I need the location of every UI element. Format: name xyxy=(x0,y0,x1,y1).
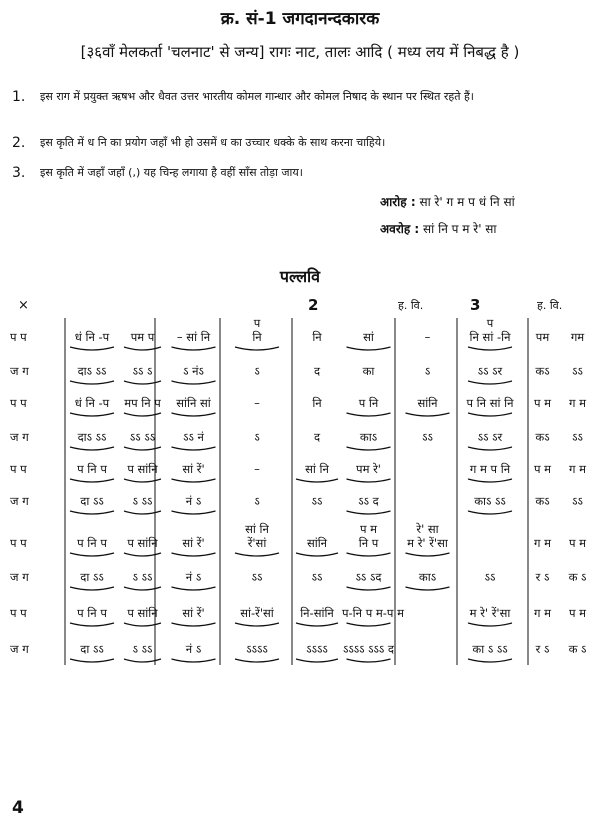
notation-cell xyxy=(342,522,395,550)
notation-cell: प नि सां नि xyxy=(466,396,514,410)
slur-mark xyxy=(70,659,114,662)
slur-mark xyxy=(235,659,279,662)
notation-cell-line: प म xyxy=(359,522,378,536)
slur-mark xyxy=(296,623,338,626)
notation-cell: ऽ xyxy=(254,430,260,444)
notation-cell: ऽ ऽऽ xyxy=(132,642,153,656)
notation-cell: ऽ xyxy=(254,364,260,378)
notation-cell: सांनि सां xyxy=(176,396,211,410)
notation-cell: सांनि xyxy=(306,536,328,550)
note-text: इस कृति में जहाँ जहाँ (,) यह चिन्ह लगाया है वहीं साँस तोड़ा जाय। xyxy=(40,166,303,179)
slur-mark xyxy=(235,623,279,626)
notation-cell: सां नि xyxy=(305,462,329,476)
page-number: 4 xyxy=(12,798,24,818)
notation-cell: नं ऽ xyxy=(185,642,202,656)
notation-cell: ऽ नंऽ xyxy=(183,364,204,378)
note-number: 2. xyxy=(12,135,26,151)
slur-mark xyxy=(172,511,216,514)
row-label: ज ग xyxy=(10,430,29,444)
beat-marker-hv-1: ह. वि. xyxy=(398,299,424,312)
notation-cell: मप नि प xyxy=(124,396,161,410)
notation-cell: प नि xyxy=(358,396,379,410)
notation-cell: नं ऽ xyxy=(185,494,202,508)
notation-cell: ऽऽ द xyxy=(358,494,379,508)
notation-cell: प नि प xyxy=(77,606,107,620)
notation-cell-line: प xyxy=(253,316,261,330)
notation-cell: धं नि -प xyxy=(74,330,110,344)
row-label: प प xyxy=(10,330,27,344)
notation-cell: नि xyxy=(312,330,322,344)
notation-cell: प नि प xyxy=(77,536,107,550)
slur-mark xyxy=(296,479,338,482)
row-label: ज ग xyxy=(10,570,29,584)
notation-cell: ऽऽ xyxy=(251,570,263,584)
notation-cell: काऽ xyxy=(418,570,437,584)
notation-cell: ऽऽ xyxy=(311,570,323,584)
slur-mark xyxy=(70,413,114,416)
slur-mark xyxy=(468,623,512,626)
section-title: पल्लवि xyxy=(279,267,321,286)
slur-mark xyxy=(347,659,391,662)
notation-cell: दाऽ ऽऽ xyxy=(77,364,107,378)
notation-cell: ग म xyxy=(568,462,586,476)
slur-mark xyxy=(468,381,512,384)
notation-cell-line: सां नि xyxy=(245,522,269,536)
notation-cell: द xyxy=(313,430,321,444)
slur-mark xyxy=(347,479,391,482)
note-text: इस कृति में ध नि का प्रयोग जहाँ भी हो उसमें ध का उच्चार धक्के के साथ करना चाहिये। xyxy=(40,136,386,149)
row-label: ज ग xyxy=(10,364,29,378)
notation-cell: का ऽ ऽऽ xyxy=(472,642,508,656)
notation-cell: ऽऽऽऽ xyxy=(246,642,268,656)
slur-mark xyxy=(70,511,114,514)
notation-cell: ऽऽऽऽ xyxy=(306,642,328,656)
notation-cell: क ऽ xyxy=(568,570,587,584)
notation-cell-line: प xyxy=(486,316,494,330)
notation-cell: ऽ ऽऽ xyxy=(132,570,153,584)
slur-mark xyxy=(70,479,114,482)
notation-cell: ऽऽ xyxy=(484,570,496,584)
notation-cell: ग म प नि xyxy=(469,462,511,476)
slur-mark xyxy=(468,659,512,662)
slur-mark xyxy=(347,413,391,416)
notation-cell-line: म रे' रें'सा xyxy=(407,536,448,550)
slur-mark xyxy=(406,553,450,556)
avaroha-label: अवरोह : xyxy=(380,222,420,236)
slur-mark xyxy=(70,553,114,556)
notation-cell: प-नि प म-प म xyxy=(342,606,404,620)
beat-marker-hv-2: ह. वि. xyxy=(537,299,563,312)
slur-mark xyxy=(406,587,450,590)
notation-cell: पम प xyxy=(130,330,155,344)
notation-cell: प म xyxy=(568,606,587,620)
slur-mark xyxy=(172,659,216,662)
beat-marker-sam: × xyxy=(18,298,29,313)
beat-marker-3: 3 xyxy=(470,296,481,314)
notation-cell: – xyxy=(254,396,260,410)
aroha-notes: सा रे' ग म प धं नि सां xyxy=(419,195,515,209)
notation-cell: ऽऽऽऽ ऽऽऽ द xyxy=(342,642,394,656)
notation-cell: प म xyxy=(533,396,552,410)
notation-cell: सां रें' xyxy=(182,462,205,476)
slur-mark xyxy=(468,447,512,450)
notation-cell: – xyxy=(254,462,260,476)
slur-mark xyxy=(347,347,391,350)
row-label: प प xyxy=(10,536,27,550)
notation-cell: ऽऽ xyxy=(422,430,433,444)
notation-cell: दा ऽऽ xyxy=(80,494,104,508)
slur-mark xyxy=(70,447,114,450)
notation-cell: दा ऽऽ xyxy=(80,642,104,656)
aroha-label: आरोह : xyxy=(380,195,416,209)
notation-cell: ऽऽ xyxy=(572,364,583,378)
notation-cell: र ऽ xyxy=(535,642,550,656)
notation-cell: गम xyxy=(570,330,585,344)
slur-mark xyxy=(468,479,512,482)
slur-mark xyxy=(296,659,338,662)
notation-cell: का xyxy=(362,364,375,378)
notation-cell: ऽऽ ऽऽ xyxy=(129,430,156,444)
slur-mark xyxy=(70,623,114,626)
notation-cell: म रे' रें'सा xyxy=(469,606,511,620)
slur-mark xyxy=(347,447,391,450)
notation-cell: ग म xyxy=(533,536,551,550)
notation-cell: प सांनि xyxy=(127,606,158,620)
row-label: ज ग xyxy=(10,642,29,656)
notation-cell: प म xyxy=(533,462,552,476)
notation-cell xyxy=(222,522,292,550)
notation-cell: पम रे' xyxy=(356,462,381,476)
notation-cell: दाऽ ऽऽ xyxy=(77,430,107,444)
notation-cell: – सां नि xyxy=(176,330,211,344)
slur-mark xyxy=(296,553,338,556)
notation-cell: कऽ xyxy=(535,494,550,508)
slur-mark xyxy=(172,623,216,626)
notation-cell: सां रें' xyxy=(182,536,205,550)
slur-mark xyxy=(347,587,391,590)
notation-cell xyxy=(222,316,292,344)
slur-mark xyxy=(70,347,114,350)
row-label: प प xyxy=(10,462,27,476)
slur-mark xyxy=(468,347,512,350)
slur-mark xyxy=(468,511,512,514)
notation-cell: ऽऽ नं xyxy=(183,430,204,444)
slur-mark xyxy=(172,587,216,590)
avaroha-notes: सां नि प म रे' सा xyxy=(423,222,497,236)
notation-cell-line: रे' सा xyxy=(416,522,439,536)
row-label: प प xyxy=(10,396,27,410)
notation-cell: र ऽ xyxy=(535,570,550,584)
notation-cell: ऽऽ xyxy=(572,430,583,444)
slur-mark xyxy=(347,511,391,514)
slur-mark xyxy=(347,553,391,556)
row-label: प प xyxy=(10,606,27,620)
note-number: 3. xyxy=(12,165,26,181)
notation-cell: ग म xyxy=(568,396,586,410)
notation-cell: ऽ xyxy=(424,364,431,378)
note-number: 1. xyxy=(12,89,26,105)
slur-mark xyxy=(172,381,216,384)
notation-cell: धं नि -प xyxy=(74,396,110,410)
notation-cell xyxy=(395,522,460,550)
notation-cell: क ऽ xyxy=(568,642,587,656)
notation-cell: नि-सांनि xyxy=(300,606,334,620)
slur-mark xyxy=(70,381,114,384)
notation-cell: प म xyxy=(568,536,587,550)
notation-cell: सां xyxy=(363,330,374,344)
beat-marker-2: 2 xyxy=(308,296,319,314)
notation-cell: ऽऽ ऽ xyxy=(132,364,153,378)
notation-cell: द xyxy=(313,364,321,378)
notation-cell: ऽऽ ऽर xyxy=(477,430,503,444)
notation-cell: ऽऽ xyxy=(572,494,583,508)
slur-mark xyxy=(172,447,216,450)
slur-mark xyxy=(172,347,216,350)
raga-subtitle: [३६वाँ मेलकर्ता 'चलनाट' से जन्य] रागः नाट, तालः आदि ( मध्य लय में निबद्ध है ) xyxy=(80,43,520,61)
notation-cell-line: रें'सां xyxy=(247,536,267,550)
slur-mark xyxy=(70,587,114,590)
notation-cell: पम xyxy=(535,330,550,344)
notation-cell: काऽ xyxy=(359,430,378,444)
notation-cell: कऽ xyxy=(535,430,550,444)
slur-mark xyxy=(235,553,279,556)
notation-cell-line: नि प xyxy=(358,536,379,550)
notation-cell: कऽ xyxy=(535,364,550,378)
notation-cell xyxy=(460,316,520,344)
slur-mark xyxy=(235,347,279,350)
slur-mark xyxy=(172,413,216,416)
slur-mark xyxy=(468,413,512,416)
notation-cell: प नि प xyxy=(77,462,107,476)
slur-mark xyxy=(406,413,450,416)
notation-cell: सां-रें'सां xyxy=(240,606,274,620)
notation-cell: सांनि xyxy=(417,396,438,410)
notation-cell: प सांनि xyxy=(127,462,158,476)
notation-cell: ऽ ऽऽ xyxy=(132,494,153,508)
slur-mark xyxy=(347,623,391,626)
notation-cell: ऽऽ xyxy=(311,494,323,508)
row-label: ज ग xyxy=(10,494,29,508)
notation-cell: काऽ ऽऽ xyxy=(474,494,506,508)
notation-cell-line: नि सां -नि xyxy=(469,330,511,344)
notation-cell-line: नि xyxy=(252,330,262,344)
composition-title: क्र. सं-1 जगदानन्दकारक xyxy=(220,9,380,29)
notation-cell: नि xyxy=(312,396,322,410)
notation-cell: सां रें' xyxy=(182,606,205,620)
notation-cell: ऽऽ ऽद xyxy=(355,570,382,584)
notation-cell: – xyxy=(424,330,431,344)
slur-mark xyxy=(172,479,216,482)
notation-cell: प सांनि xyxy=(127,536,158,550)
slur-mark xyxy=(172,553,216,556)
notation-cell: ऽ xyxy=(254,494,260,508)
notation-cell: नं ऽ xyxy=(185,570,202,584)
note-text: इस राग में प्रयुक्त ऋषभ और धैवत उत्तर भारतीय कोमल गान्धार और कोमल निषाद के स्थान पर स्थित रहते हैं। xyxy=(40,90,474,103)
notation-cell: ग म xyxy=(533,606,551,620)
notation-cell: दा ऽऽ xyxy=(80,570,104,584)
notation-cell: ऽऽ ऽर xyxy=(477,364,503,378)
